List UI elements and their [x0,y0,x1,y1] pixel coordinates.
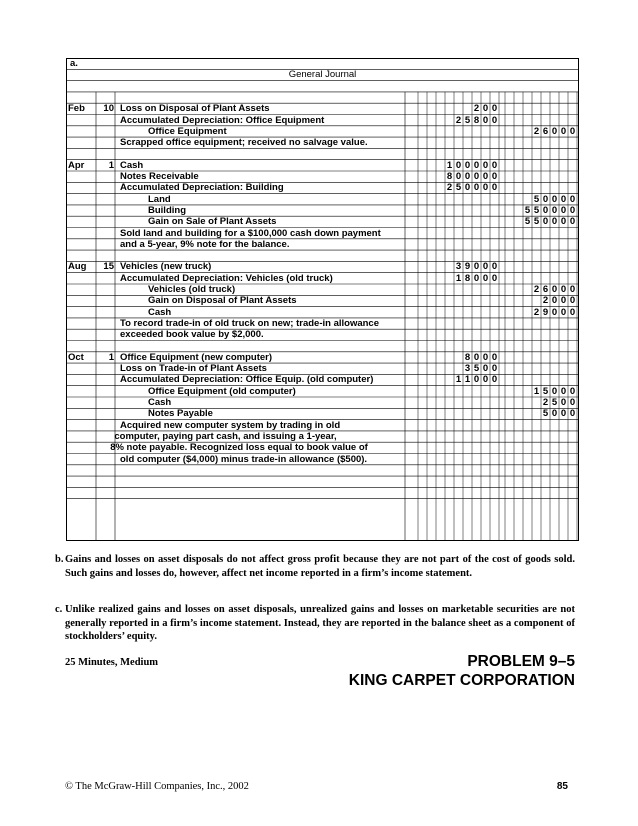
entry-month: Oct [68,351,84,363]
credit-digit: 0 [542,204,549,216]
entry-account: Gain on Sale of Plant Assets [148,216,277,228]
credit-digit: 0 [551,193,558,205]
credit-digit: 0 [560,125,567,137]
note-b [55,553,575,580]
debit-digit: 0 [473,182,480,194]
credit-digit: 0 [569,306,576,318]
entry-account: Office Equipment (old computer) [148,385,296,397]
debit-digit: 1 [464,374,471,386]
credit-digit: 0 [551,216,558,228]
credit-digit: 2 [542,397,549,408]
entry-day: 15 [103,261,114,273]
credit-digit: 0 [560,193,567,205]
debit-digit: 0 [491,351,498,363]
credit-digit: 0 [551,408,558,420]
debit-digit: 0 [482,171,489,182]
entry-account: Loss on Disposal of Plant Assets [120,103,270,115]
debit-digit: 9 [464,261,471,273]
debit-digit: 3 [455,261,462,273]
credit-digit: 1 [533,385,540,397]
credit-digit: 5 [542,408,549,420]
footer-copyright: © The McGraw-Hill Companies, Inc., 2002 [65,781,249,792]
entry-account: Vehicles (old truck) [148,284,236,295]
entry-account: Cash [148,397,172,408]
debit-digit: 8 [446,171,453,182]
credit-digit: 2 [542,295,549,307]
credit-digit: 0 [569,408,576,420]
debit-digit: 0 [482,272,489,284]
note-c-label: c. [55,604,63,615]
debit-digit: 0 [473,374,480,386]
entry-account: Office Equipment [148,125,227,137]
debit-digit: 0 [482,103,489,115]
credit-digit: 0 [560,397,567,408]
entry-account: Land [148,193,171,205]
credit-digit: 0 [542,216,549,228]
credit-digit: 0 [569,385,576,397]
entry-account: 8% note payable. Recognized loss equal to book value of [110,442,368,454]
debit-digit: 0 [491,374,498,386]
debit-digit: 0 [455,171,462,182]
debit-digit: 0 [482,374,489,386]
entry-account: Accumulated Depreciation: Office Equipment [120,114,325,126]
entry-account: Scrapped office equipment; received no salvage value. [120,137,368,149]
credit-digit: 0 [560,284,567,295]
problem-time: 25 Minutes, Medium [65,657,159,668]
debit-digit: 0 [491,114,498,126]
credit-digit: 0 [560,306,567,318]
credit-digit: 2 [533,284,540,295]
debit-digit: 1 [455,374,462,386]
debit-digit: 0 [473,261,480,273]
debit-digit: 1 [446,159,453,171]
entry-day: 10 [103,103,114,115]
entry-month: Apr [68,159,85,171]
credit-digit: 5 [524,204,531,216]
debit-digit: 0 [491,261,498,273]
credit-digit: 5 [524,216,531,228]
debit-digit: 0 [473,272,480,284]
debit-digit: 0 [491,171,498,182]
credit-digit: 9 [542,306,549,318]
entry-account: Loss on Trade-in of Plant Assets [120,363,267,375]
credit-digit: 0 [569,295,576,307]
entry-account: Gain on Disposal of Plant Assets [148,295,297,307]
debit-digit: 2 [446,182,453,194]
note-b-text: Gains and losses on asset disposals do not affect gross profit because they are not part of the cost of goods sold. Such gains and losses do, however, affect net income reported in a firm’s income statement. [65,554,575,579]
credit-digit: 0 [551,385,558,397]
credit-digit: 5 [533,204,540,216]
debit-digit: 8 [464,351,471,363]
note-c [55,603,575,644]
debit-digit: 0 [464,171,471,182]
debit-digit: 0 [482,159,489,171]
credit-digit: 0 [551,204,558,216]
entry-account: old computer ($4,000) minus trade-in allowance ($500). [120,453,368,465]
problem-heading [349,652,575,690]
credit-digit: 0 [569,125,576,137]
credit-digit: 0 [560,385,567,397]
entry-account: exceeded book value by $2,000. [120,329,264,341]
entry-account: Notes Receivable [120,171,199,182]
entry-account: Accumulated Depreciation: Building [120,182,284,194]
entry-day: 1 [108,159,114,171]
debit-digit: 0 [473,351,480,363]
debit-digit: 8 [464,272,471,284]
credit-digit: 0 [542,193,549,205]
credit-digit: 5 [533,216,540,228]
page-number: 85 [556,781,568,792]
credit-digit: 0 [569,397,576,408]
credit-digit: 0 [569,284,576,295]
debit-digit: 0 [491,103,498,115]
debit-digit: 3 [464,363,471,375]
debit-digit: 0 [482,114,489,126]
credit-digit: 0 [551,306,558,318]
entry-account: Building [148,204,186,216]
section-label-a: a. [70,58,78,69]
entry-account: and a 5-year, 9% note for the balance. [120,238,290,250]
entry-account: computer, paying part cash, and issuing a 1-year, [114,430,337,442]
entry-account: Notes Payable [148,408,213,420]
credit-digit: 0 [560,408,567,420]
entry-account: Cash [120,159,144,171]
debit-digit: 0 [473,171,480,182]
debit-digit: 0 [491,182,498,194]
debit-digit: 0 [455,159,462,171]
debit-digit: 0 [482,351,489,363]
debit-digit: 1 [455,272,462,284]
debit-digit: 2 [473,103,480,115]
entry-account: Vehicles (new truck) [120,261,212,273]
note-c-text: Unlike realized gains and losses on asset disposals, unrealized gains and losses on marketable securities are not generally reported in a firm’s income statement. Instead, they are reported in the balance sheet as a component of stockholders’ equity. [65,604,575,643]
debit-digit: 0 [491,272,498,284]
note-b-label: b. [55,554,64,565]
credit-digit: 0 [569,216,576,228]
journal-title: General Journal [288,69,357,81]
company-name: KING CARPET CORPORATION [348,672,575,689]
credit-digit: 0 [551,125,558,137]
credit-digit: 5 [542,385,549,397]
entry-account: Accumulated Depreciation: Office Equip. (old computer) [120,374,374,386]
debit-digit: 5 [455,182,462,194]
credit-digit: 5 [551,397,558,408]
entry-day: 1 [108,351,114,363]
credit-digit: 0 [569,204,576,216]
journal-grid [66,58,579,541]
credit-digit: 6 [542,125,549,137]
credit-digit: 6 [542,284,549,295]
credit-digit: 2 [533,125,540,137]
debit-digit: 2 [455,114,462,126]
credit-digit: 0 [560,295,567,307]
problem-number: PROBLEM 9–5 [467,653,575,670]
credit-digit: 0 [551,295,558,307]
entry-account: Accumulated Depreciation: Vehicles (old truck) [120,272,333,284]
debit-digit: 0 [482,363,489,375]
entry-account: Acquired new computer system by trading in old [120,419,341,431]
debit-digit: 0 [473,159,480,171]
credit-digit: 0 [569,193,576,205]
debit-digit: 0 [491,363,498,375]
general-journal [66,58,579,541]
debit-digit: 0 [482,182,489,194]
credit-digit: 0 [560,204,567,216]
debit-digit: 0 [464,182,471,194]
debit-digit: 0 [482,261,489,273]
debit-digit: 0 [491,159,498,171]
entry-month: Feb [68,103,85,115]
debit-digit: 5 [464,114,471,126]
credit-digit: 2 [533,306,540,318]
entry-month: Aug [68,261,87,273]
credit-digit: 0 [551,284,558,295]
entry-account: To record trade-in of old truck on new; trade-in allowance [120,317,379,329]
debit-digit: 0 [464,159,471,171]
debit-digit: 5 [473,363,480,375]
debit-digit: 8 [473,114,480,126]
entry-account: Cash [148,306,172,318]
entry-account: Office Equipment (new computer) [120,351,273,363]
credit-digit: 0 [560,216,567,228]
credit-digit: 5 [533,193,540,205]
entry-account: Sold land and building for a $100,000 cash down payment [120,227,381,239]
